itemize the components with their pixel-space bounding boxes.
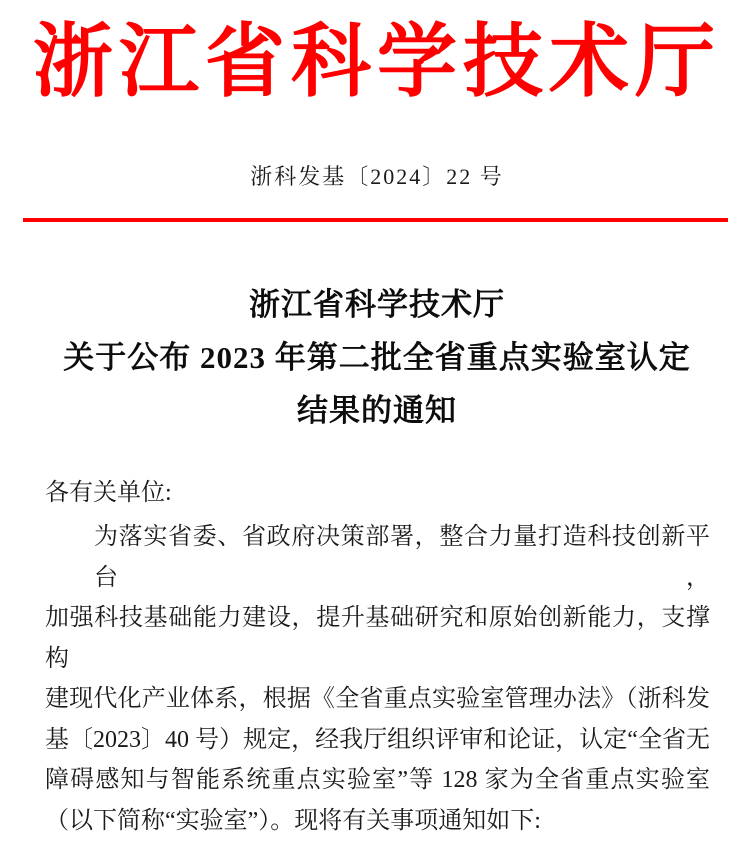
agency-letterhead-title: 浙江省科学技术厅: [0, 16, 754, 110]
paragraph-line: 加强科技基础能力建设，提升基础研究和原始创新能力，支撑构: [45, 598, 710, 679]
official-document-page: [0, 16, 754, 814]
notice-title: [0, 278, 754, 437]
red-divider-line: [23, 218, 728, 222]
document-number: 浙科发基〔2024〕22 号: [0, 162, 754, 192]
paragraph-line: 障碍感知与智能系统重点实验室”等 128 家为全省重点实验室: [45, 760, 710, 801]
paragraph-line: 基〔2023〕40 号）规定，经我厅组织评审和论证，认定“全省无: [45, 720, 710, 761]
body-paragraph: [45, 517, 710, 841]
notice-title-line: 浙江省科学技术厅: [0, 278, 754, 331]
paragraph-line: 为落实省委、省政府决策部署，整合力量打造科技创新平台，: [45, 517, 710, 598]
notice-title-line: 关于公布 2023 年第二批全省重点实验室认定: [0, 331, 754, 384]
notice-title-line: 结果的通知: [0, 384, 754, 437]
salutation: 各有关单位:: [45, 477, 710, 509]
paragraph-line: 建现代化产业体系，根据《全省重点实验室管理办法》（浙科发: [45, 679, 710, 720]
paragraph-line: （以下简称“实验室”）。现将有关事项通知如下:: [45, 801, 710, 841]
